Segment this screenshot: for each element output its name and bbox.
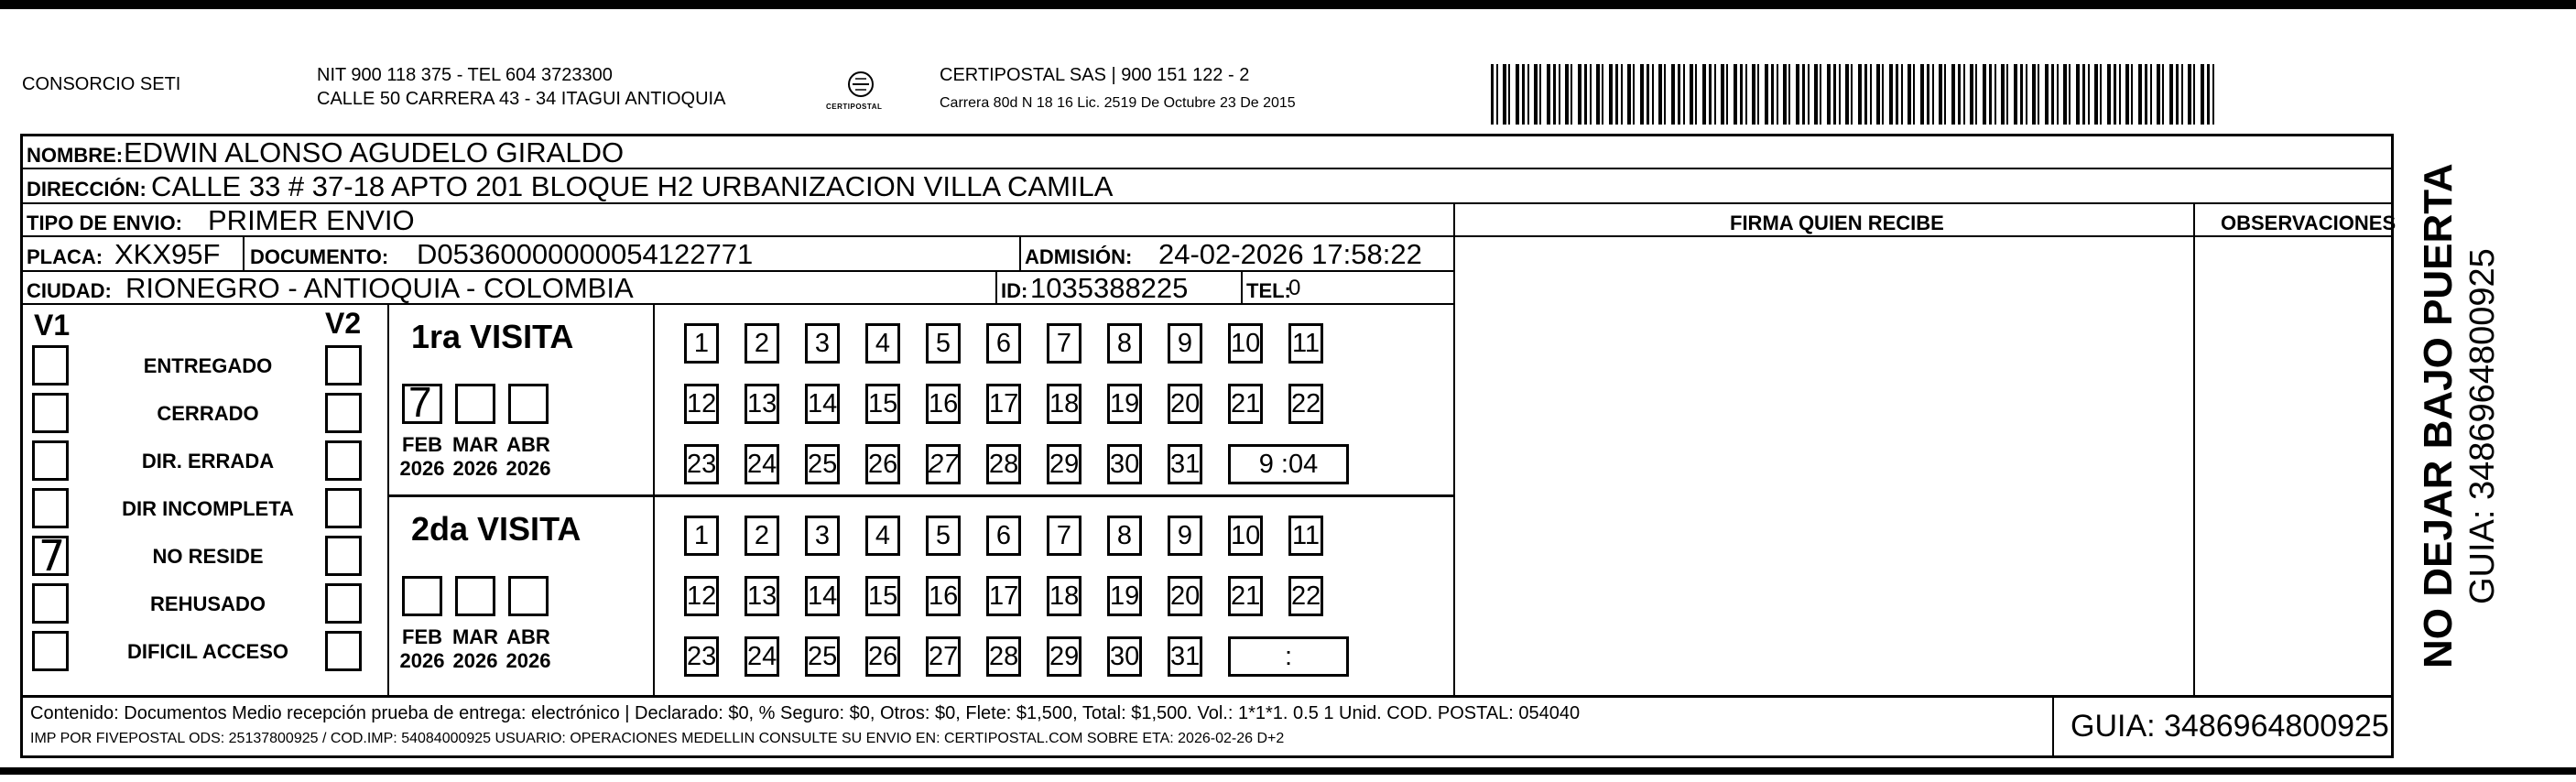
- day-box[interactable]: 19: [1107, 384, 1142, 424]
- tipo-value: PRIMER ENVIO: [208, 204, 415, 236]
- certipostal-license: Carrera 80d N 18 16 Lic. 2519 De Octubre 23 De 2015: [940, 95, 1296, 111]
- direccion-value: CALLE 33 # 37-18 APTO 201 BLOQUE H2 URBANIZACION VILLA CAMILA: [151, 170, 1114, 202]
- status-label: ENTREGADO: [143, 354, 273, 377]
- day-box[interactable]: 8: [1107, 516, 1142, 556]
- day-box[interactable]: 2: [745, 516, 779, 556]
- day-box[interactable]: 23: [684, 636, 719, 677]
- v2-checkbox[interactable]: [325, 583, 362, 624]
- second-visit: [389, 497, 1453, 695]
- footer: [23, 695, 2391, 755]
- day-box[interactable]: 26: [865, 636, 900, 677]
- day-box[interactable]: 9: [1168, 516, 1202, 556]
- nombre-row: [23, 136, 2391, 169]
- status-label: NO RESIDE: [152, 545, 264, 568]
- v1-checkbox[interactable]: [32, 583, 69, 624]
- day-box[interactable]: 10: [1228, 323, 1263, 364]
- day-box[interactable]: 23: [684, 444, 719, 484]
- v1-checkbox[interactable]: [32, 393, 69, 433]
- day-box[interactable]: 26: [865, 444, 900, 484]
- id-value: 1035388225: [1030, 272, 1189, 304]
- day-box[interactable]: 10: [1228, 516, 1263, 556]
- placa-value: XKX95F: [114, 238, 221, 270]
- month-label: ABR 2026: [505, 433, 551, 480]
- admision-value: 24-02-2026 17:58:22: [1158, 238, 1422, 270]
- day-box[interactable]: 12: [684, 384, 719, 424]
- v1-checkbox[interactable]: [32, 631, 69, 671]
- top-border: [0, 0, 2576, 9]
- day-box[interactable]: 21: [1228, 576, 1263, 616]
- placa-label: PLACA:: [27, 245, 103, 268]
- first-visit-title: 1ra VISITA: [411, 318, 574, 355]
- v2-checkbox[interactable]: [325, 440, 362, 481]
- tel-label: TEL:: [1246, 279, 1291, 302]
- nombre-label: NOMBRE:: [27, 144, 124, 167]
- day-box[interactable]: 5: [926, 516, 961, 556]
- barcode: [1491, 64, 2214, 125]
- id-label: ID:: [1001, 279, 1028, 302]
- divider: [1019, 237, 1021, 270]
- divider: [653, 305, 655, 497]
- tel-value: 0: [1288, 276, 1301, 300]
- day-box[interactable]: 15: [865, 576, 900, 616]
- status-label: CERRADO: [157, 402, 259, 425]
- day-box[interactable]: 21: [1228, 384, 1263, 424]
- day-box[interactable]: 4: [865, 323, 900, 364]
- day-box[interactable]: 5: [926, 323, 961, 364]
- day-box[interactable]: 3: [805, 323, 840, 364]
- month-label: ABR 2026: [505, 625, 551, 672]
- day-box[interactable]: 27: [926, 444, 961, 484]
- day-box[interactable]: 17: [986, 384, 1021, 424]
- day-box[interactable]: 16: [926, 576, 961, 616]
- side-warning: NO DEJAR BAJO PUERTA: [2416, 163, 2461, 668]
- day-box[interactable]: 13: [745, 576, 779, 616]
- v1-checkbox[interactable]: [32, 345, 69, 386]
- v1-checkbox[interactable]: [32, 488, 69, 528]
- first-visit: [389, 305, 1453, 497]
- v1-label: V1: [34, 309, 71, 342]
- v2-checkbox[interactable]: [325, 631, 362, 671]
- day-box[interactable]: 16: [926, 384, 961, 424]
- status-label: REHUSADO: [150, 592, 266, 615]
- direccion-label: DIRECCIÓN:: [27, 178, 147, 201]
- day-box[interactable]: 15: [865, 384, 900, 424]
- bottom-border: [0, 767, 2576, 775]
- day-box[interactable]: 31: [1168, 444, 1202, 484]
- day-box[interactable]: 20: [1168, 576, 1202, 616]
- tipo-row: [23, 204, 1453, 237]
- day-box[interactable]: 30: [1107, 636, 1142, 677]
- day-box[interactable]: 29: [1047, 636, 1081, 677]
- side-guia: GUIA: 3486964800925: [2463, 248, 2502, 604]
- day-box[interactable]: 1: [684, 516, 719, 556]
- day-box[interactable]: 25: [805, 444, 840, 484]
- day-box[interactable]: 8: [1107, 323, 1142, 364]
- certipostal-line: CERTIPOSTAL SAS | 900 151 122 - 2: [940, 65, 1250, 85]
- time-box[interactable]: :: [1228, 636, 1349, 677]
- day-box[interactable]: 6: [986, 516, 1021, 556]
- day-box[interactable]: 9: [1168, 323, 1202, 364]
- month-label: MAR 2026: [451, 433, 499, 480]
- day-box[interactable]: 7: [1047, 516, 1081, 556]
- day-box[interactable]: 18: [1047, 384, 1081, 424]
- divider: [653, 497, 655, 695]
- v1-checkbox[interactable]: [32, 440, 69, 481]
- day-box[interactable]: 20: [1168, 384, 1202, 424]
- month-checkbox[interactable]: [402, 378, 442, 426]
- nit-line: NIT 900 118 375 - TEL 604 3723300: [317, 65, 613, 85]
- check-mark: 7: [408, 378, 432, 426]
- documento-value: D05360000000054122771: [417, 238, 754, 270]
- day-box[interactable]: 24: [745, 444, 779, 484]
- firma-label: FIRMA QUIEN RECIBE: [1730, 212, 1944, 234]
- divider: [1241, 272, 1243, 303]
- month-checkbox[interactable]: [455, 576, 495, 616]
- signature-area[interactable]: [1455, 237, 2193, 693]
- day-box[interactable]: 22: [1288, 384, 1323, 424]
- day-box[interactable]: 28: [986, 636, 1021, 677]
- address-line: CALLE 50 CARRERA 43 - 34 ITAGUI ANTIOQUIA: [317, 89, 726, 109]
- firma-header: [1455, 204, 2397, 237]
- day-box[interactable]: 14: [805, 576, 840, 616]
- documento-label: DOCUMENTO:: [250, 245, 389, 268]
- day-box[interactable]: 18: [1047, 576, 1081, 616]
- month-checkbox[interactable]: [402, 576, 442, 616]
- day-box[interactable]: 2: [745, 323, 779, 364]
- v2-checkbox[interactable]: [325, 345, 362, 386]
- day-box[interactable]: 1: [684, 323, 719, 364]
- observaciones-area[interactable]: [2195, 237, 2391, 693]
- company-name: CONSORCIO SETI: [22, 74, 181, 94]
- day-box[interactable]: 28: [986, 444, 1021, 484]
- footer-content: Contenido: Documentos Medio recepción prueba de entrega: electrónico | Declarado: $0, % Seguro: $0, Otros: $0, Flete: $1,500, Total: $1,500. Vol.: 1*1*1. 0.5 1 Unid. COD. POSTAL: 054040: [30, 703, 1581, 723]
- check-mark: 7: [38, 531, 66, 581]
- v1-checkbox[interactable]: [32, 531, 69, 581]
- v2-checkbox[interactable]: [325, 536, 362, 576]
- day-box[interactable]: 14: [805, 384, 840, 424]
- divider: [243, 237, 245, 270]
- delivery-form: [20, 134, 2397, 758]
- day-box[interactable]: 6: [986, 323, 1021, 364]
- day-box[interactable]: 11: [1288, 516, 1323, 556]
- status-label: DIR INCOMPLETA: [122, 497, 294, 520]
- v2-checkbox[interactable]: [325, 488, 362, 528]
- day-box[interactable]: 24: [745, 636, 779, 677]
- day-box[interactable]: 22: [1288, 576, 1323, 616]
- ciudad-label: CIUDAD:: [27, 279, 112, 302]
- ciudad-row: [23, 272, 1453, 305]
- placa-row: [23, 237, 1453, 272]
- day-box[interactable]: 13: [745, 384, 779, 424]
- day-box[interactable]: 29: [1047, 444, 1081, 484]
- month-label: MAR 2026: [451, 625, 499, 672]
- day-box[interactable]: 12: [684, 576, 719, 616]
- day-box[interactable]: 25: [805, 636, 840, 677]
- status-label: DIFICIL ACCESO: [126, 640, 288, 663]
- day-box[interactable]: 7: [1047, 323, 1081, 364]
- status-label: DIR. ERRADA: [141, 450, 275, 472]
- logo-text: CERTIPOSTAL: [826, 103, 883, 111]
- observaciones-label: OBSERVACIONES: [2221, 212, 2397, 234]
- second-visit-title: 2da VISITA: [411, 510, 582, 548]
- month-label: FEB 2026: [399, 625, 445, 672]
- day-box[interactable]: 30: [1107, 444, 1142, 484]
- month-checkbox[interactable]: [508, 384, 549, 424]
- divider: [995, 272, 997, 303]
- status-section: [23, 305, 389, 695]
- footer-info: IMP POR FIVEPOSTAL ODS: 25137800925 / COD.IMP: 54084000925 USUARIO: OPERACIONES MEDELLIN CONSULTE SU ENVIO EN: CERTIPOSTAL.COM SOBRE ETA: 2026-02-26 D+2: [30, 731, 1285, 746]
- v2-label: V2: [325, 307, 362, 340]
- divider: [2052, 698, 2054, 756]
- day-box[interactable]: 19: [1107, 576, 1142, 616]
- month-checkbox[interactable]: [455, 384, 495, 424]
- v2-checkbox[interactable]: [325, 393, 362, 433]
- day-box[interactable]: 4: [865, 516, 900, 556]
- admision-label: ADMISIÓN:: [1025, 245, 1133, 268]
- certipostal-logo: [822, 66, 905, 121]
- day-box[interactable]: 17: [986, 576, 1021, 616]
- footer-guia: GUIA: 3486964800925: [2071, 709, 2389, 744]
- day-box[interactable]: 11: [1288, 323, 1323, 364]
- month-checkbox[interactable]: [508, 576, 549, 616]
- ciudad-value: RIONEGRO - ANTIOQUIA - COLOMBIA: [125, 272, 634, 304]
- direccion-row: [23, 169, 2391, 204]
- time-box[interactable]: 9 :04: [1228, 444, 1349, 484]
- tipo-label: TIPO DE ENVIO:: [27, 212, 182, 234]
- day-box[interactable]: 31: [1168, 636, 1202, 677]
- day-box[interactable]: 27: [926, 636, 961, 677]
- nombre-value: EDWIN ALONSO AGUDELO GIRALDO: [124, 136, 625, 168]
- day-box[interactable]: 3: [805, 516, 840, 556]
- month-label: FEB 2026: [399, 433, 445, 480]
